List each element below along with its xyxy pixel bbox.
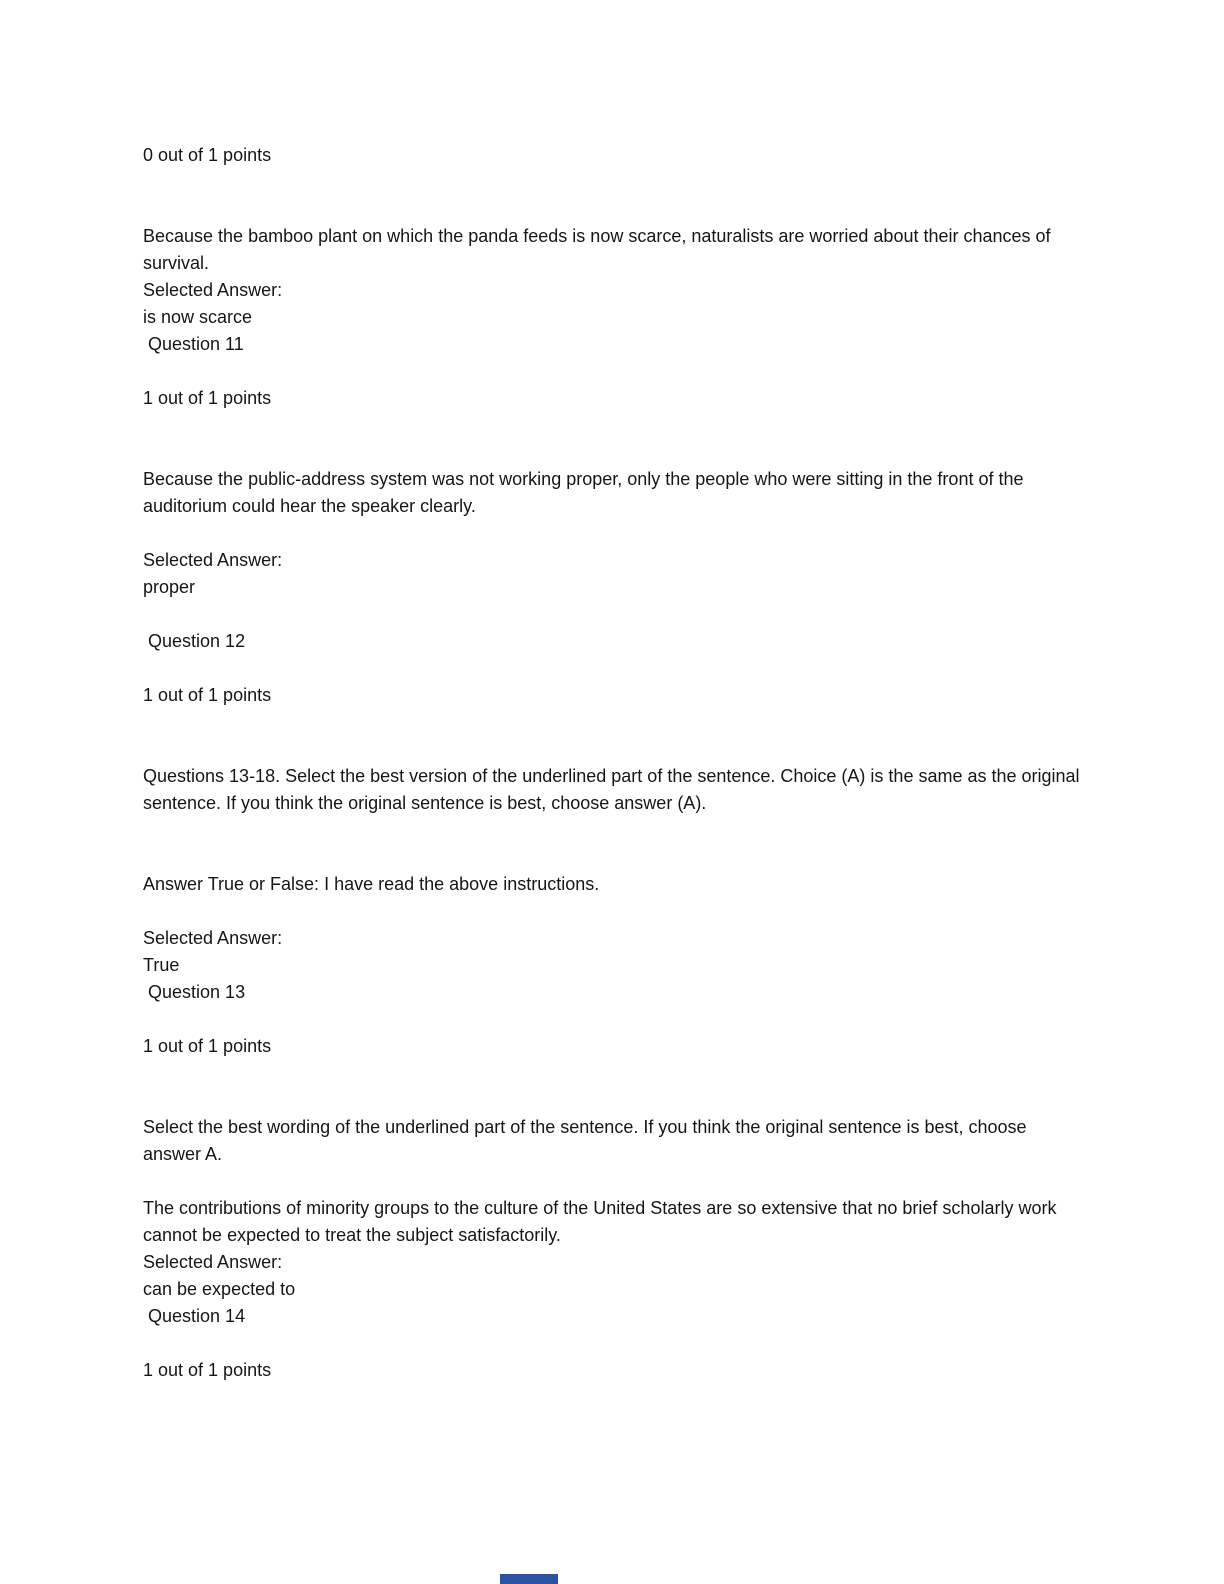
- selected-answer-label: Selected Answer:: [143, 928, 283, 948]
- footer-blue-bar: [500, 1574, 558, 1584]
- selected-answer-value: True: [143, 955, 180, 975]
- selected-answer-label: Selected Answer:: [143, 280, 283, 300]
- question-text: The contributions of minority groups to the culture of the United States are so extensive that no brief scholarly work cannot be expected to treat the subject satisfactorily.: [143, 1198, 1057, 1245]
- question-header: Question 13: [143, 982, 246, 1002]
- score-text: 1 out of 1 points: [143, 685, 272, 705]
- selected-answer-value: is now scarce: [143, 307, 253, 327]
- instructions-text: Select the best wording of the underlined part of the sentence. If you think the original sentence is best, choose answer A.: [143, 1117, 1027, 1164]
- question-text: Because the public-address system was not working proper, only the people who were sitting in the front of the auditorium could hear the speaker clearly.: [143, 469, 1024, 516]
- question-header: Question 14: [143, 1306, 246, 1326]
- selected-answer-value: can be expected to: [143, 1279, 296, 1299]
- instructions-text: Questions 13-18. Select the best version of the underlined part of the sentence. Choice (A) is the same as the original sentence. If you think the original sentence is best, choose answer (A).: [143, 766, 1080, 813]
- question-header: Question 12: [143, 631, 246, 651]
- selected-answer-label: Selected Answer:: [143, 550, 283, 570]
- question-text: Because the bamboo plant on which the panda feeds is now scarce, naturalists are worried about their chances of survival.: [143, 226, 1051, 273]
- score-text: 1 out of 1 points: [143, 388, 272, 408]
- question-text: Answer True or False: I have read the above instructions.: [143, 874, 600, 894]
- score-text: 0 out of 1 points: [143, 145, 272, 165]
- score-text: 1 out of 1 points: [143, 1036, 272, 1056]
- selected-answer-value: proper: [143, 577, 196, 597]
- selected-answer-label: Selected Answer:: [143, 1252, 283, 1272]
- question-header: Question 11: [143, 334, 244, 354]
- score-text: 1 out of 1 points: [143, 1360, 272, 1380]
